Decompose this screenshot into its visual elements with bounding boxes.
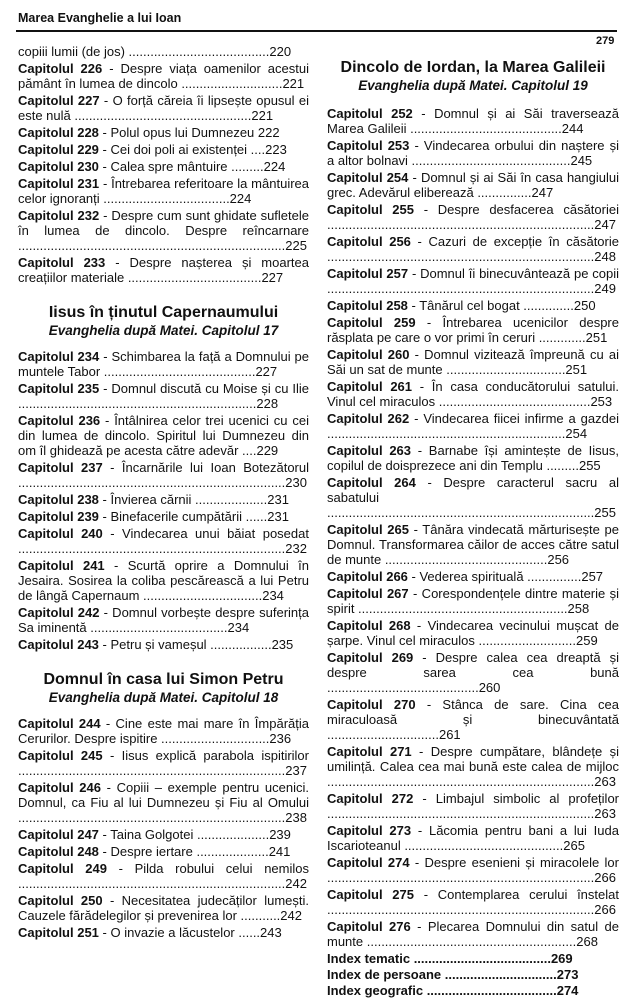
section-title: Dincolo de Iordan, la Marea Galileii [340,59,606,76]
chapter-title: - Stânca de sare. Cina cea miraculoasă și binecuvântată ...............................261 [327,697,619,742]
chapter-label: Capitolul 235 [18,381,100,396]
chapter-label: Capitolul 237 [18,460,103,475]
chapter-title: - Copiii – exemple pentru ucenici. Domnul, ca Fiu al lui Dumnezeu și Fiu al Omului ..........................................................................238 [18,780,309,825]
chapter-title: - Domnul discută cu Moise și cu Ilie ..................................................................228 [18,381,309,411]
chapter-label: Capitolul 243 [18,637,99,652]
toc-entry [327,791,619,821]
chapter-label: Capitolul 249 [18,861,107,876]
chapter-title: - Schimbarea la față a Domnului pe muntele Tabor ..........................................227 [18,349,309,379]
toc-entry [18,492,309,507]
section-subtitle: Evanghelia după Matei. Capitolul 19 [358,78,588,93]
chapter-title: - O invazie a lăcustelor ......243 [98,925,282,940]
toc-entry [18,255,309,285]
chapter-title: - Despre nașterea și moartea creațiilor materiale .....................................227 [18,255,309,285]
chapter-title: - Polul opus lui Dumnezeu 222 [98,125,280,140]
chapter-label: Capitolul 270 [327,697,416,712]
chapter-title: - Despre cumpătare, blândețe și umilință. Calea cea mai bună este calea de mijloc ..........................................................................263 [327,744,619,789]
toc-entry [327,855,619,885]
chapter-label: Capitolul 230 [18,159,99,174]
chapter-title: - Despre viața oamenilor acestui pământ în lumea de dincolo ............................221 [18,61,309,91]
toc-entry [327,266,619,296]
toc-entry [18,509,309,524]
toc-entry [18,925,309,940]
chapter-label: Capitolul 241 [18,558,105,573]
chapter-title: - Cazuri de excepție în căsătorie ..........................................................................248 [327,234,619,264]
chapter-label: Capitolul 259 [327,315,416,330]
chapter-label: Capitolul 272 [327,791,414,806]
chapter-label: Capitolul 271 [327,744,412,759]
left-column [18,44,309,942]
toc-entry [327,475,619,520]
chapter-title: - Tânărul cel bogat ..............250 [407,298,596,313]
chapter-title: - Despre iertare ....................241 [98,844,291,859]
toc-entry [18,748,309,778]
chapter-title: - Încarnările lui Ioan Botezătorul ..........................................................................230 [18,460,309,490]
chapter-label: Capitolul 236 [18,413,101,428]
toc-entry [18,142,309,157]
toc-entry [327,697,619,742]
chapter-title: - Plecarea Domnului din satul de munte ..........................................................268 [327,919,619,949]
toc-entry [327,443,619,473]
chapter-label: Capitolul 228 [18,125,99,140]
toc-entry [18,176,309,206]
toc-entry [327,315,619,345]
chapter-label: Capitolul 244 [18,716,101,731]
toc-entry [18,558,309,603]
chapter-label: Capitolul 234 [18,349,100,364]
page-number: 279 [596,35,615,47]
chapter-label: Capitolul 257 [327,266,409,281]
chapter-title: - Tânăra vindecată mărturisește pe Domnul. Transformarea căilor de acces către satul de munte .............................................256 [327,522,619,567]
chapter-title: - Scurtă oprire a Domnului în Jesaira. Sosirea la coliba pescărească a lui Petru de lângă Capernaum .................................234 [18,558,309,603]
chapter-label: Capitolul 258 [327,298,408,313]
chapter-title: - O forță căreia îi lipsește opusul ei este nulă .................................................221 [18,93,309,123]
chapter-title: - Întrebarea ucenicilor despre răsplata pe care o vor primi în ceruri .............251 [327,315,619,345]
chapter-title: - Limbajul simbolic al profeților ..........................................................................263 [327,791,619,821]
section-heading [327,58,619,94]
chapter-label: Capitolul 275 [327,887,414,902]
chapter-title: - Vederea spirituală ...............257 [407,569,604,584]
chapter-title: - Despre cum sunt ghidate sufletele în lumea de dincolo. Despre reîncarnare ..........................................................................225 [18,208,309,253]
toc-entry [327,138,619,168]
toc-entry [18,844,309,859]
chapter-title: - Lăcomia pentru bani a lui Iuda Iscarioteanul ............................................265 [327,823,619,853]
toc-entry [18,413,309,458]
index-entry: Index de persoane ...............................273 [327,967,579,982]
toc-entry [327,823,619,853]
chapter-label: Capitolul 255 [327,202,414,217]
chapter-label: Capitolul 262 [327,411,410,426]
toc-entry [327,887,619,917]
chapter-label: Capitolul 251 [18,925,99,940]
chapter-title: - Vindecarea unui băiat posedat ..........................................................................232 [18,526,309,556]
chapter-label: Capitolul 240 [18,526,103,541]
chapter-label: Capitolul 238 [18,492,99,507]
chapter-title: - Taina Golgotei ....................239 [98,827,291,842]
toc-entry [18,61,309,91]
toc-entry [18,526,309,556]
chapter-label: Capitolul 274 [327,855,410,870]
toc-entry [327,170,619,200]
chapter-label: Capitolul 232 [18,208,100,223]
section-subtitle: Evanghelia după Matei. Capitolul 18 [48,690,279,705]
toc-entry [18,716,309,746]
chapter-label: Capitolul 229 [18,142,99,157]
chapter-title: - Învierea cărnii ....................231 [98,492,289,507]
chapter-title: - Barnabe își amintește de Iisus, copilul de doisprezece ani din Templu .........255 [327,443,619,473]
chapter-title: - Domnul și ai Săi traversează Marea Galileii ..........................................244 [327,106,619,136]
chapter-label: Capitolul 253 [327,138,410,153]
chapter-title: - Domnul și ai Săi în casa hangiului grec. Adevărul eliberează ...............247 [327,170,619,200]
section-heading [18,303,309,339]
chapter-title: - Întrebarea referitoare la mântuirea celor ignoranți ...................................224 [18,176,309,206]
chapter-label: Capitolul 265 [327,522,409,537]
toc-entry [18,637,309,652]
toc-entry [18,159,309,174]
chapter-title: - Vindecarea orbului din naștere și a altor bolnavi ............................................245 [327,138,619,168]
chapter-title: - Necesitatea judecăților lumești. Cauzele fărădelegilor și prevenirea lor ...........242 [18,893,309,923]
chapter-label: Capitolul 246 [18,780,101,795]
toc-entry [327,522,619,567]
chapter-label: Capitolul 263 [327,443,412,458]
chapter-label: Capitolul 268 [327,618,411,633]
chapter-title: - În casa conducătorului satului. Vinul cel miraculos ..........................................253 [327,379,619,409]
chapter-title: - Corespondențele dintre materie și spirit ..........................................................258 [327,586,619,616]
chapter-label: Capitolul 256 [327,234,411,249]
chapter-label: Capitolul 233 [18,255,106,270]
chapter-label: Capitolul 250 [18,893,103,908]
toc-entry [18,827,309,842]
chapter-label: Capitolul 261 [327,379,413,394]
toc-entry [18,780,309,825]
toc-entry [18,861,309,891]
toc-entry [327,106,619,136]
chapter-title: - Vindecarea vecinului mușcat de șarpe. Vinul cel miraculos ...........................259 [327,618,619,648]
toc-entry [327,569,619,584]
toc-entry [18,605,309,635]
toc-entry [327,202,619,232]
chapter-title: - Întâlnirea celor trei ucenici cu cei din lumea de dincolo. Spiritul lui Dumnezeu din om îl ghidează pe acesta către adevăr ....229 [18,413,309,458]
chapter-title: - Contemplarea cerului înstelat ..........................................................................266 [327,887,619,917]
toc-entry [18,381,309,411]
chapter-title: - Domnul vizitează împreună cu ai Săi un sat de munte .................................251 [327,347,619,377]
chapter-title: - Despre desfacerea căsătoriei ..........................................................................247 [327,202,619,232]
chapter-label: Capitolul 276 [327,919,411,934]
toc-entry [327,411,619,441]
chapter-title: - Domnul îi binecuvântează pe copii ..........................................................................249 [327,266,619,296]
toc-entry [327,618,619,648]
chapter-label: Capitolul 254 [327,170,409,185]
chapter-title: copiii lumii (de jos) .......................................220 [18,44,292,59]
chapter-title: - Calea spre mântuire .........224 [98,159,286,174]
toc-entry [327,234,619,264]
toc-entry [18,460,309,490]
toc-entry [18,125,309,140]
index-entry: Index tematic ......................................269 [327,951,573,966]
chapter-title: - Iisus explică parabola ispitirilor ..........................................................................237 [18,748,309,778]
chapter-title: - Petru și vameșul .................235 [98,637,294,652]
chapter-label: Capitolul 239 [18,509,99,524]
toc-entry [327,744,619,789]
chapter-label: Capitolul 267 [327,586,409,601]
section-heading [18,670,309,706]
chapter-title: - Vindecarea fiicei infirme a gazdei ..................................................................254 [327,411,619,441]
chapter-label: Capitolul 227 [18,93,100,108]
chapter-title: - Domnul vorbește despre suferința Sa iminentă ......................................234 [18,605,309,635]
chapter-title: - Despre caracterul sacru al sabatului ..........................................................................255 [327,475,619,520]
chapter-title: - Binefacerile cumpătării ......231 [98,509,289,524]
chapter-label: Capitolul 231 [18,176,100,191]
toc-entry [327,298,619,313]
chapter-label: Capitolul 245 [18,748,103,763]
toc-entry [327,347,619,377]
toc-entry [327,650,619,695]
chapter-label: Capitolul 226 [18,61,103,76]
chapter-title: - Pilda robului celui nemilos ..........................................................................242 [18,861,309,891]
toc-entry [18,208,309,253]
toc-entry [18,93,309,123]
section-title: Iisus în ținutul Capernaumului [48,304,279,321]
chapter-label: Capitolul 242 [18,605,100,620]
chapter-title: - Cine este mai mare în Împărăția Cerurilor. Despre ispitire ..............................236 [18,716,309,746]
toc-entry [327,586,619,616]
chapter-label: Capitolul 260 [327,347,410,362]
toc-entry [18,893,309,923]
chapter-label: Capitolul 248 [18,844,99,859]
section-subtitle: Evanghelia după Matei. Capitolul 17 [48,323,279,338]
chapter-label: Capitolul 273 [327,823,412,838]
chapter-label: Capitolul 264 [327,475,416,490]
toc-entry [327,379,619,409]
index-entry: Index geografic ....................................274 [327,983,579,998]
chapter-title: - Cei doi poli ai existenței ....223 [98,142,287,157]
chapter-title: - Despre esenieni și miracolele lor ..........................................................................266 [327,855,619,885]
running-title: Marea Evanghelie a lui Ioan [18,11,182,25]
chapter-label: Capitolul 252 [327,106,413,121]
chapter-label: Capitolul 266 [327,569,408,584]
chapter-label: Capitolul 269 [327,650,414,665]
toc-entry [327,919,619,949]
chapter-title: - Despre calea cea dreaptă și despre sarea cea bună ..........................................260 [327,650,619,695]
toc-entry [18,349,309,379]
section-title: Domnul în casa lui Simon Petru [43,671,284,688]
right-column [327,58,619,999]
chapter-label: Capitolul 247 [18,827,99,842]
header-rule [16,30,617,32]
toc-entry [18,44,309,59]
